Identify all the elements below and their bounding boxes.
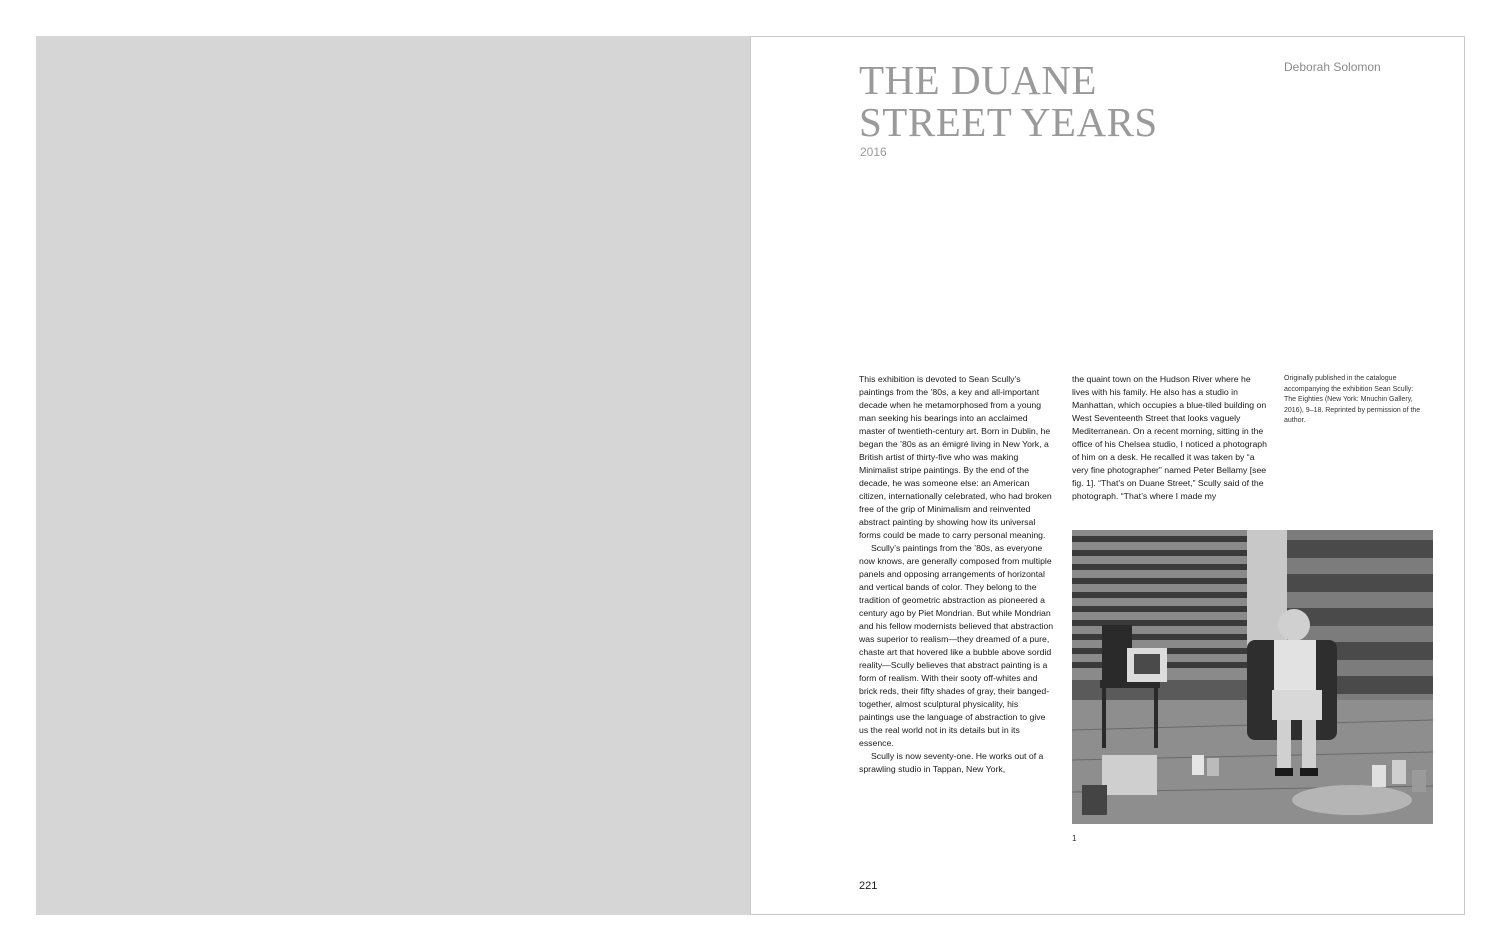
- publication-year: 2016: [860, 145, 887, 159]
- text-column-1: [859, 373, 1054, 776]
- page-title: [859, 59, 1158, 143]
- title-line-1: THE DUANE: [859, 57, 1097, 103]
- figure-number: 1: [1072, 834, 1077, 843]
- paragraph: Scully is now seventy-one. He works out of a sprawling studio in Tappan, New York,: [859, 751, 1044, 774]
- paragraph: the quaint town on the Hudson River where he lives with his family. He also has a studio in Manhattan, which occupies a blue-tiled building on West Seventeenth Street that looks vaguely Mediterranean. On a recent morning, sitting in the office of his Chelsea studio, I noticed a photograph of him on a desk. He recalled it was taken by “a very fine photographer” named Peter Bellamy [see fig. 1]. “That’s on Duane Street,” Scully said of the photograph. “That’s where I made my: [1072, 374, 1267, 501]
- paragraph: This exhibition is devoted to Sean Scully’s paintings from the ’80s, a key and all-important decade when he metamorphosed from a young man seeking his bearings into an acclaimed master of twentieth-century art. Born in Dublin, he began the ’80s as an émigré living in New York, a British artist of thirty-five who was making Minimalist stripe paintings. By the end of the decade, he was someone else: an American citizen, internationally celebrated, who had broken free of the grip of Minimalism and reinvented abstract painting by showing how its universal forms could be made to carry personal meaning.: [859, 374, 1052, 540]
- title-line-2: STREET YEARS: [859, 99, 1158, 145]
- author-name: Deborah Solomon: [1284, 60, 1381, 74]
- paragraph: Scully’s paintings from the ’80s, as everyone now knows, are generally composed from multiple panels and opposing arrangements of horizontal and vertical bands of color. They belong to the tradition of geometric abstraction as pioneered a century ago by Piet Mondrian. But while Mondrian and his fellow modernists believed that abstraction was superior to realism—they dreamed of a pure, chaste art that hovered like a bubble above sordid reality—Scully believes that abstract painting is a form of realism. With their sooty off-whites and brick reds, their fifty shades of gray, their banged-together, almost sculptural physicality, his paintings use the language of abstraction to give us the real world not in its details but in its essence.: [859, 543, 1054, 748]
- right-page: [750, 36, 1465, 915]
- blank-left-page: [36, 36, 750, 915]
- book-spread: [36, 36, 1464, 915]
- page-number: 221: [859, 880, 878, 892]
- text-column-2: [1072, 373, 1267, 503]
- studio-photograph: [1072, 530, 1433, 824]
- side-note: Originally published in the catalogue accompanying the exhibition Sean Scully: The Eighties (New York: Mnuchin Gallery, 2016), 9–18. Reprinted by permission of the author.: [1284, 375, 1421, 424]
